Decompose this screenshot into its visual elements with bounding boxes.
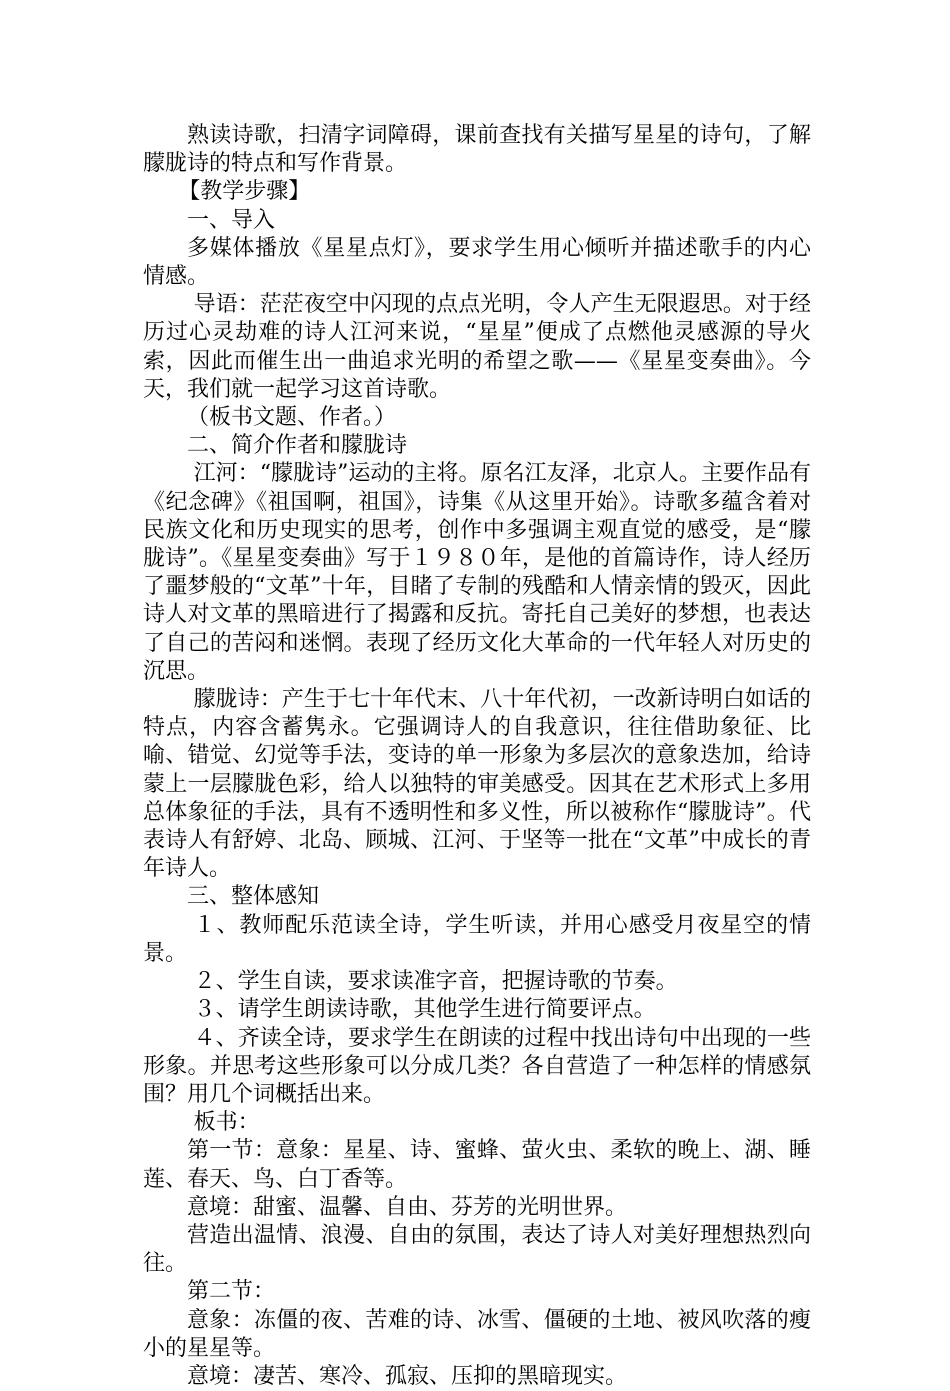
section-2-imagery: 意象：冻僵的夜、苦难的诗、冰雪、僵硬的土地、被风吹落的瘦小的星星等。 — [143, 1307, 811, 1361]
section-1-atmosphere: 营造出温情、浪漫、自由的氛围，表达了诗人对美好理想热烈向往。 — [143, 1222, 811, 1277]
section-1-mood: 意境：甜蜜、温馨、自由、芬芳的光明世界。 — [187, 1194, 628, 1220]
section-2-heading: 第二节： — [187, 1279, 276, 1305]
section-1-imagery: 第一节：意象：星星、诗、蜜蜂、萤火虫、柔软的晚上、湖、睡莲、春天、鸟、白丁香等。 — [143, 1138, 811, 1192]
paragraph-multimedia: 多媒体播放《星星点灯》，要求学生用心倾听并描述歌手的内心情感。 — [143, 235, 811, 290]
step-2: ２、学生自读，要求读准字音，把握诗歌的节奏。 — [193, 969, 678, 995]
heading-author-intro: 二、简介作者和朦胧诗 — [187, 433, 408, 459]
step-4: ４、齐读全诗，要求学生在朗读的过程中找出诗句中出现的一些形象。并思考这些形象可以分成几类？各自营造了一种怎样的情感氛围？用几个词概括出来。 — [143, 1025, 811, 1107]
step-3: ３、请学生朗读诗歌，其他学生进行简要评点。 — [193, 997, 656, 1023]
heading-overall-perception: 三、整体感知 — [187, 884, 320, 910]
step-1: １、教师配乐范读全诗，学生听读，并用心感受月夜星空的情景。 — [143, 912, 811, 966]
paragraph-misty-poetry: 朦胧诗：产生于七十年代末、八十年代初，一改新诗明白如话的特点，内容含蓄隽永。它强调诗人的自我意识，往往借助象征、比喻、错觉、幻觉等手法，变诗的单一形象为多层次的意象迭加，给诗蒙上一层朦胧色彩，给人以独特的审美感受。因其在艺术形式上多用总体象征的手法，具有不透明性和多义性，所以被称作“朦胧诗”。代表诗人有舒婷、北岛、顾城、江河、于坚等一批在“文革”中成长的青年诗人。 — [143, 687, 811, 882]
heading-introduction: 一、导入 — [187, 207, 276, 233]
paragraph-lead-in: 导语：茫茫夜空中闪现的点点光明，令人产生无限遐思。对于经历过心灵劫难的诗人江河来说，“星星”便成了点燃他灵感源的导火索，因此而催生出一曲追求光明的希望之歌——《星星变奏曲》。今天，我们就一起学习这首诗歌。 — [143, 292, 811, 402]
section-2-mood: 意境：凄苦、寒冷、孤寂、压抑的黑暗现实。 — [187, 1363, 628, 1389]
prep-paragraph: 熟读诗歌，扫清字词障碍，课前查找有关描写星星的诗句，了解朦胧诗的特点和写作背景。 — [143, 123, 811, 177]
paragraph-jiang-he: 江河：“朦胧诗”运动的主将。原名江友泽，北京人。主要作品有《纪念碑》《祖国啊，祖国》，诗集《从这里开始》。诗歌多蕴含着对民族文化和历史现实的思考，创作中多强调主观直觉的感受，是“朦胧诗”。《星星变奏曲》写于１９８０年，是他的首篇诗作，诗人经历了噩梦般的“文革”十年，目睹了专制的残酷和人情亲情的毁灭，因此诗人对文革的黑暗进行了揭露和反抗。寄托自己美好的梦想，也表达了自己的苦闷和迷惘。表现了经历文化大革命的一代年轻人对历史的沉思。 — [143, 461, 811, 684]
section-heading-teaching-steps: 【教学步骤】 — [178, 179, 311, 205]
paragraph-board-title: （板书文题、作者。） — [187, 405, 397, 431]
board-label: 板书： — [193, 1110, 260, 1136]
document-body — [143, 122, 811, 1391]
